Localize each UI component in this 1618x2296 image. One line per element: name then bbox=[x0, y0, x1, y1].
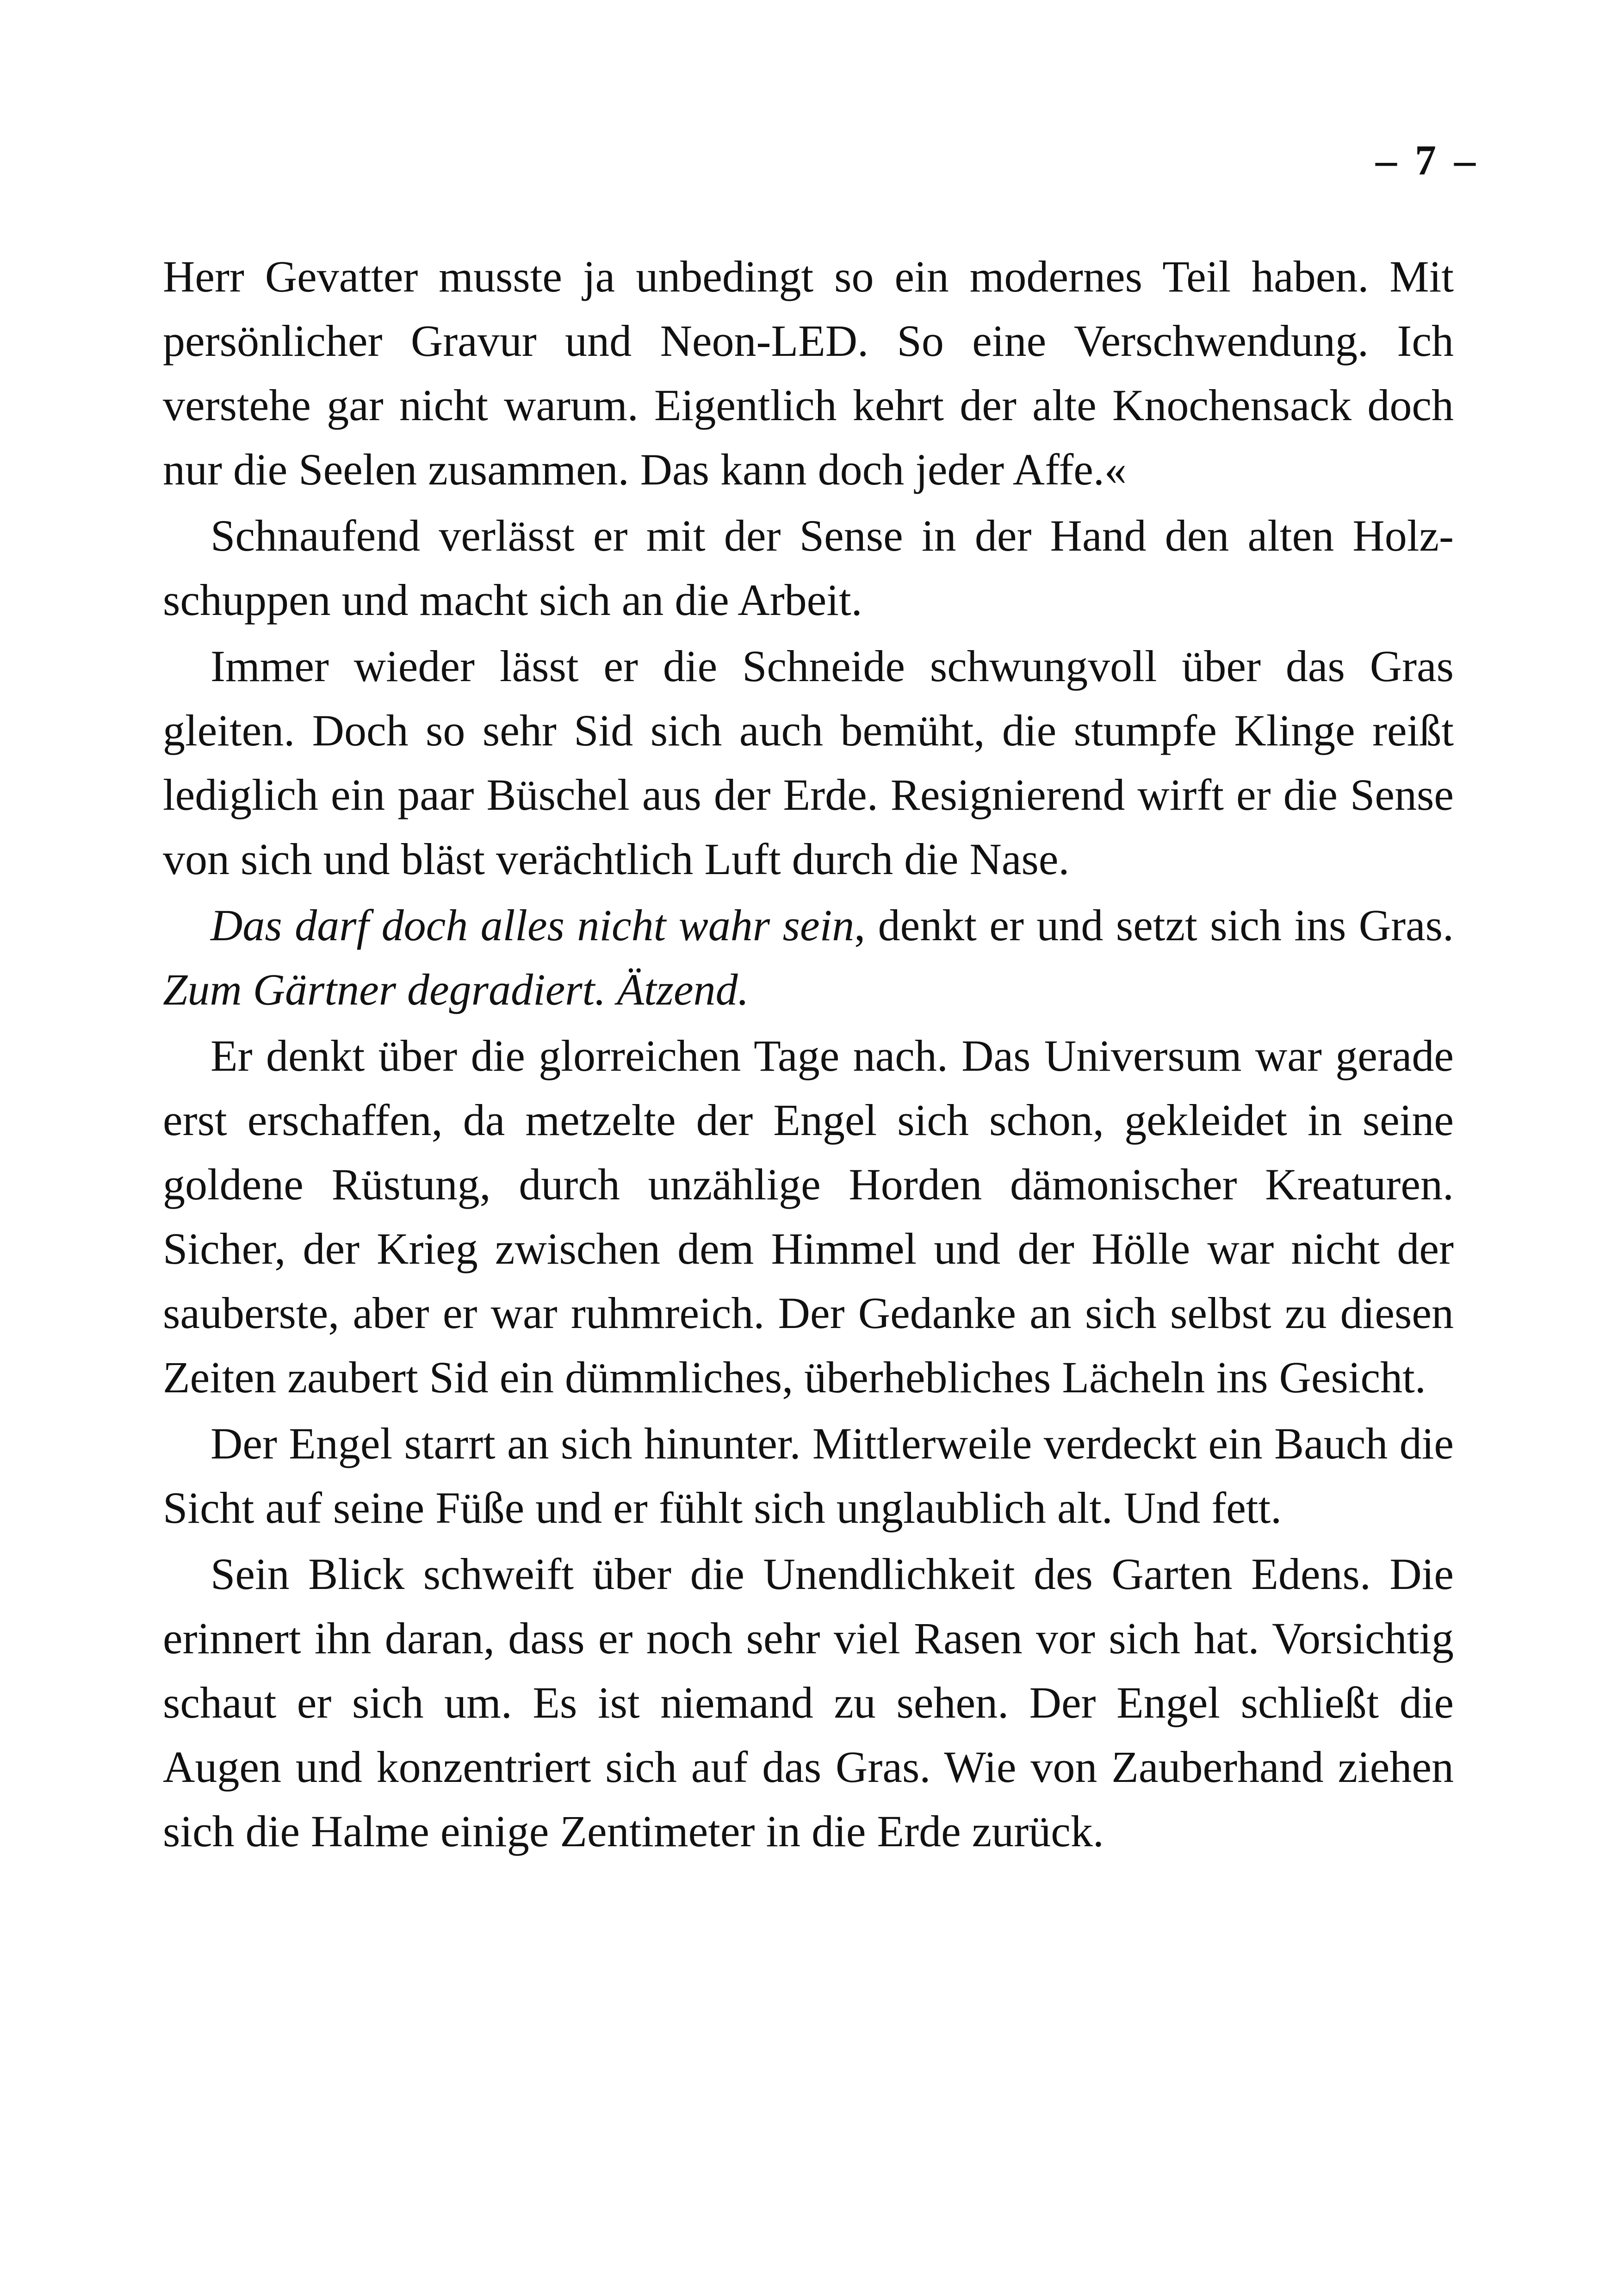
page-number: – 7 – bbox=[1376, 137, 1479, 184]
italic-text-run: Zum Gärtner degradiert. Ätzend. bbox=[163, 965, 749, 1014]
paragraph bbox=[163, 893, 1454, 1022]
text-run: Schnaufend verlässt er mit der Sense in der Hand den alten Holzschuppen und macht sich an die Arbeit. bbox=[163, 511, 1454, 625]
paragraph bbox=[163, 503, 1454, 632]
text-run: Der Engel starrt an sich hinunter. Mittlerweile verdeckt ein Bauch die Sicht auf seine Füße und er fühlt sich unglaublich alt. Und fett. bbox=[163, 1419, 1454, 1533]
paragraph bbox=[163, 1542, 1454, 1863]
italic-text-run: Das darf doch alles nicht wahr sein bbox=[211, 900, 855, 950]
text-run: , denkt er und setzt sich ins Gras. bbox=[854, 900, 1454, 950]
body-text bbox=[163, 244, 1454, 1863]
text-run: Sein Blick schweift über die Unendlichkeit des Garten Edens. Die erinnert ihn daran, dass er noch sehr viel Rasen vor sich hat. Vorsichtig schaut er sich um. Es ist niemand zu sehen. Der Engel schließt die Augen und konzentriert sich auf das Gras. Wie von Zauberhand ziehen sich die Halme einige Zentimeter in die Erde zurück. bbox=[163, 1549, 1454, 1856]
paragraph bbox=[163, 634, 1454, 891]
paragraph bbox=[163, 244, 1454, 502]
text-run: Er denkt über die glorreichen Tage nach. Das Universum war gerade erst erschaffen, da metzelte der Engel sich schon, gekleidet in seine goldene Rüstung, durch unzählige Horden dämonischer Kreaturen. Sicher, der Krieg zwischen dem Himmel und der Hölle war nicht der sauberste, aber er war ruhmreich. Der Gedanke an sich selbst zu diesen Zeiten zaubert Sid ein dümmliches, überhebliches Lächeln ins Gesicht. bbox=[163, 1031, 1454, 1402]
paragraph bbox=[163, 1411, 1454, 1540]
text-run: Herr Gevatter musste ja unbedingt so ein modernes Teil haben. Mit persönlicher Gravur und Neon-LED. So eine Verschwendung. Ich verstehe gar nicht warum. Eigentlich kehrt der alte Knochensack doch nur die Seelen zusammen. Das kann doch jeder Affe.« bbox=[163, 252, 1454, 494]
text-run: Immer wieder lässt er die Schneide schwungvoll über das Gras gleiten. Doch so sehr Sid sich auch bemüht, die stumpfe Klinge reißt lediglich ein paar Büschel aus der Erde. Resignierend wirft er die Sense von sich und bläst verächtlich Luft durch die Nase. bbox=[163, 641, 1454, 884]
paragraph bbox=[163, 1024, 1454, 1409]
